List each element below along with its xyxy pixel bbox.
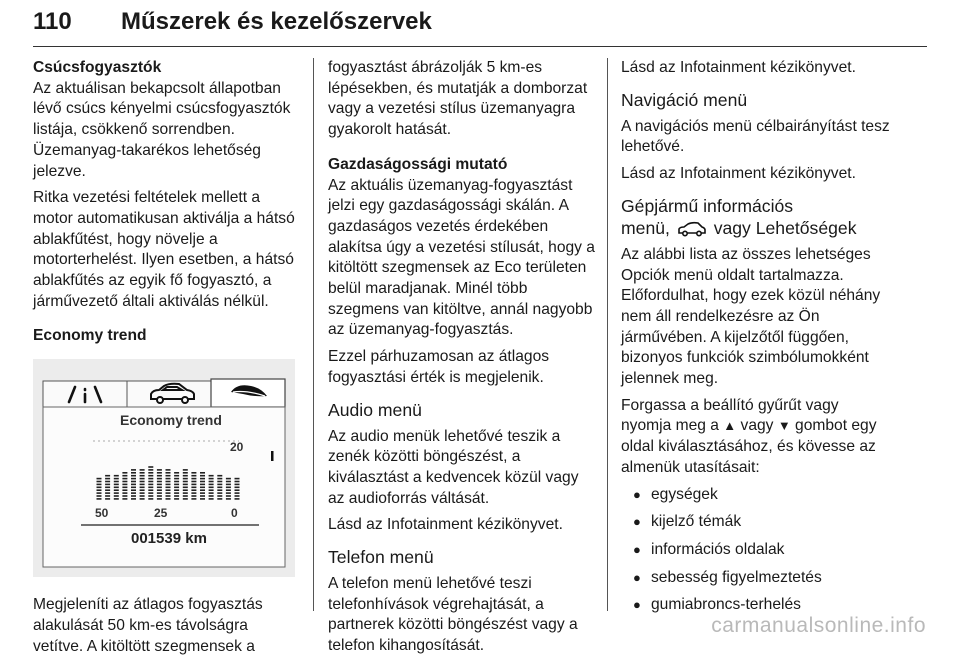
bar-segment [226, 478, 231, 480]
bar-segment [174, 495, 179, 497]
bar-segment [226, 490, 231, 492]
bar-segment [217, 484, 222, 486]
paragraph: Az audio menük lehetővé teszik a zenék közötti böngészést, a kiválasztást a kedvencek közül vagy az audioforrás váltását. [328, 427, 579, 507]
bar-segment [140, 495, 145, 497]
bar-segment [209, 487, 214, 489]
axis-label-left: 50 [95, 506, 109, 521]
bar-segment [209, 481, 214, 483]
page-number: 110 [33, 8, 72, 35]
bar-segment [157, 475, 162, 477]
bar-segment [157, 498, 162, 500]
bar-segment [114, 495, 119, 497]
bar-segment [97, 490, 102, 492]
up-triangle-icon: ▲ [723, 418, 737, 434]
bar-segment [131, 495, 136, 497]
bar-segment [191, 490, 196, 492]
bar-segment [183, 490, 188, 492]
bar-segment [140, 490, 145, 492]
bar-segment [174, 498, 179, 500]
bar-segment [209, 484, 214, 486]
bar-segment [174, 472, 179, 474]
bar-segment [114, 492, 119, 494]
paragraph: A telefon menü lehetővé teszi telefonhívások végrehajtását, a partnerek közötti böngészést vagy a telefon kihangosítását. [328, 575, 578, 655]
bar-segment [235, 498, 240, 500]
bar-segment [191, 498, 196, 500]
bar-segment [235, 492, 240, 494]
bar-segment [235, 487, 240, 489]
bar-segment [174, 484, 179, 486]
scale-max-label: 20 [230, 440, 244, 455]
bar-segment [122, 498, 127, 500]
bar-segment [157, 492, 162, 494]
bar-segment [226, 495, 231, 497]
bar-segment [131, 490, 136, 492]
paragraph: Az aktuálisan bekapcsolt állapotban lévő csúcs kényelmi csúcsfogyasztók listája, csökkenő sorrendben. Üzemanyag-takarékos lehetőség jelezve. [33, 79, 291, 180]
bar-segment [191, 478, 196, 480]
bar-segment [183, 472, 188, 474]
bar-segment [105, 475, 110, 477]
bar-segment [148, 469, 153, 471]
bar-segment [140, 481, 145, 483]
bar-segment [140, 498, 145, 500]
bar-segment [148, 487, 153, 489]
bar-segment [166, 487, 171, 489]
bar-segment [157, 495, 162, 497]
bar-segment [183, 495, 188, 497]
bar-segment [114, 487, 119, 489]
bar-segment [166, 481, 171, 483]
tab-road-info [43, 381, 127, 407]
bar-segment [209, 498, 214, 500]
bar-segment [148, 484, 153, 486]
heading-vehicle-info-menu [621, 195, 893, 239]
bar-segment [105, 481, 110, 483]
bar-segment [148, 490, 153, 492]
odometer-value: 001539 km [131, 530, 207, 548]
bar-segment [200, 475, 205, 477]
bar-segment [183, 492, 188, 494]
bar-segment [200, 492, 205, 494]
bar-segment [131, 478, 136, 480]
paragraph: Ezzel párhuzamosan az átlagos fogyasztási érték is megjelenik. [328, 348, 550, 386]
bar-segment [148, 475, 153, 477]
bar-segment [183, 469, 188, 471]
bar-segment [122, 478, 127, 480]
bar-segment [157, 469, 162, 471]
bar-segment [191, 475, 196, 477]
column-divider-2 [607, 58, 608, 611]
screen-title: Economy trend [120, 412, 222, 429]
bar-segment [122, 481, 127, 483]
paragraph: Lásd az Infotainment kézikönyvet. [328, 516, 563, 534]
bar-segment [148, 495, 153, 497]
bar-segment [200, 490, 205, 492]
bar-segment [114, 484, 119, 486]
paragraph: fogyasztást ábrázolják 5 km-es lépésekben, és mutatják a domborzat vagy a vezetési stílus üzemanyagra gyakorolt hatását. [328, 59, 588, 139]
bar-segment [140, 492, 145, 494]
heading-line-2a: menü, [621, 217, 670, 238]
bar-segment [114, 490, 119, 492]
bar-segment [191, 484, 196, 486]
bar-segment [114, 478, 119, 480]
bar-segment [131, 475, 136, 477]
bar-segment [209, 492, 214, 494]
bar-segment [114, 481, 119, 483]
bar-segment [209, 495, 214, 497]
bar-segment [122, 490, 127, 492]
bar-segment [157, 490, 162, 492]
bar-segment [191, 481, 196, 483]
bar-segment [174, 490, 179, 492]
trend-bar [209, 475, 214, 500]
bar-segment [122, 475, 127, 477]
paragraph: Lásd az Infotainment kézikönyvet. [621, 59, 856, 76]
bar-segment [105, 495, 110, 497]
bar-segment [131, 481, 136, 483]
bar-segment [105, 492, 110, 494]
bar-segment [157, 478, 162, 480]
bar-segment [235, 478, 240, 480]
bar-segment [114, 498, 119, 500]
bar-segment [122, 487, 127, 489]
bar-segment [105, 490, 110, 492]
bar-segment [166, 469, 171, 471]
bar-segment [148, 478, 153, 480]
bar-segment [191, 472, 196, 474]
bar-segment [148, 466, 153, 468]
bar-segment [217, 498, 222, 500]
bar-segment [97, 495, 102, 497]
bar-segment [105, 498, 110, 500]
bar-segment [174, 475, 179, 477]
heading-line-1: Gépjármű információs [621, 195, 794, 216]
bar-segment [148, 472, 153, 474]
bar-segment [131, 484, 136, 486]
bar-segment [122, 472, 127, 474]
bar-segment [157, 472, 162, 474]
bar-segment [148, 481, 153, 483]
bar-segment [157, 487, 162, 489]
bar-segment [157, 484, 162, 486]
bar-segment [226, 498, 231, 500]
watermark: carmanualsonline.info [711, 614, 926, 637]
column-1 [33, 58, 301, 663]
bar-segment [174, 481, 179, 483]
paragraph: Ritka vezetési feltételek mellett a motor automatikusan aktiválja a hátsó ablakfűtést, hogy növelje a motorterhelést. Ilyen esetben, a hátsó ablakfűtés az egyik fő fogyasztó, a járművezető általi aktiválás nélkül. [33, 189, 295, 310]
bar-segment [235, 484, 240, 486]
bar-segment [131, 487, 136, 489]
bar-segment [105, 484, 110, 486]
bar-segment [183, 484, 188, 486]
bar-segment [191, 495, 196, 497]
bar-segment [166, 484, 171, 486]
bar-segment [226, 492, 231, 494]
bar-segment [97, 498, 102, 500]
subheading-peak-consumers: Csúcsfogyasztók [33, 59, 162, 76]
bar-segment [131, 469, 136, 471]
heading-navigation-menu: Navigáció menü [621, 89, 748, 110]
options-list [621, 485, 893, 617]
bar-segment [191, 487, 196, 489]
bar-segment [122, 495, 127, 497]
bar-segment [200, 478, 205, 480]
bar-segment [140, 469, 145, 471]
bar-segment [209, 475, 214, 477]
economy-trend-figure [33, 359, 295, 577]
bar-segment [166, 490, 171, 492]
bar-segment [217, 487, 222, 489]
bar-segment [105, 487, 110, 489]
paragraph-navigation-instructions: Forgassa a beállító gyűrűt vagy nyomja meg a ▲ vagy ▼ gombot egy oldal kiválasztásához, és kövesse az almenük utasításait: [621, 396, 877, 476]
bar-segment [122, 484, 127, 486]
bar-segment [140, 487, 145, 489]
bar-segment [226, 484, 231, 486]
heading-audio-menu: Audio menü [328, 399, 422, 420]
bar-segment [200, 484, 205, 486]
bar-segment [157, 481, 162, 483]
bar-segment [217, 475, 222, 477]
car-icon [677, 221, 707, 237]
bar-segment [148, 498, 153, 500]
bar-segment [131, 492, 136, 494]
column-3 [621, 58, 893, 623]
bar-segment [174, 492, 179, 494]
bar-segment [226, 487, 231, 489]
bar-segment [191, 492, 196, 494]
bar-segment [140, 478, 145, 480]
list-item: ● információs oldalak [633, 540, 893, 561]
list-item: ● gumiabroncs-terhelés [633, 595, 893, 616]
bar-segment [217, 495, 222, 497]
list-item: ● kijelző témák [633, 512, 893, 533]
bar-segment [97, 487, 102, 489]
bar-segment [148, 492, 153, 494]
bar-segment [105, 478, 110, 480]
paragraph: Az alábbi lista az összes lehetséges Opciók menü oldalt tartalmazza. Előfordulhat, hogy ezek közül néhány nem áll rendelkezésre az Ön járművében. A kijelzőtől függően, bizonyos funkciók szimbólumokként jelennek meg. [621, 245, 881, 388]
bar-segment [200, 487, 205, 489]
bar-segment [97, 484, 102, 486]
trend-bar [217, 475, 222, 500]
bar-segment [166, 492, 171, 494]
bar-segment [174, 478, 179, 480]
axis-label-right: 0 [231, 506, 238, 521]
bar-segment [140, 475, 145, 477]
bar-segment [183, 498, 188, 500]
heading-line-2b: vagy Lehetőségek [713, 217, 857, 238]
bar-segment [122, 492, 127, 494]
bar-segment [217, 490, 222, 492]
bar-segment [235, 481, 240, 483]
bar-segment [166, 472, 171, 474]
bar-segment [217, 481, 222, 483]
trend-bar [105, 475, 110, 500]
tab-vehicle [127, 381, 211, 407]
paragraph: Megjeleníti az átlagos fogyasztás alakulását 50 km-es távolságra vetítve. A kitöltött szegmensek a [33, 596, 263, 655]
bar-segment [183, 487, 188, 489]
paragraph: A navigációs menü célbairányítást tesz lehetővé. [621, 117, 890, 156]
column-2 [328, 58, 598, 663]
bar-segment [166, 478, 171, 480]
trend-bar [114, 475, 119, 500]
bar-segment [131, 472, 136, 474]
bar-segment [131, 498, 136, 500]
list-item: ● sebesség figyelmeztetés [633, 568, 893, 589]
bar-segment [217, 478, 222, 480]
bar-segment [200, 495, 205, 497]
page-header [33, 0, 927, 48]
bar-segment [114, 475, 119, 477]
list-item: ● egységek [633, 485, 893, 506]
bar-segment [217, 492, 222, 494]
bar-segment [183, 475, 188, 477]
tab-eco [211, 379, 285, 407]
scrollbar-indicator [271, 451, 274, 461]
bar-segment [235, 495, 240, 497]
header-rule [33, 46, 927, 47]
subheading-economy-indicator: Gazdaságossági mutató [328, 155, 508, 173]
bar-segment [183, 478, 188, 480]
bar-segment [226, 481, 231, 483]
bar-segment [174, 487, 179, 489]
subheading-economy-trend: Economy trend [33, 327, 147, 345]
bar-segment [97, 492, 102, 494]
bar-segment [166, 495, 171, 497]
bar-segment [200, 472, 205, 474]
bar-segment [235, 490, 240, 492]
heading-phone-menu: Telefon menü [328, 547, 434, 568]
bar-segment [166, 498, 171, 500]
paragraph: Lásd az Infotainment kézikönyvet. [621, 165, 856, 183]
bar-segment [209, 478, 214, 480]
column-divider-1 [313, 58, 314, 611]
bar-segment [209, 490, 214, 492]
bar-segment [97, 478, 102, 480]
bar-segment [200, 481, 205, 483]
bar-segment [183, 481, 188, 483]
bar-segment [166, 475, 171, 477]
paragraph: Az aktuális üzemanyag-fogyasztást jelzi egy gazdaságossági skálán. A gazdaságos vezetés érdekében alakítsa úgy a vezetési stílusát, hogy a kitöltött szegmensek az Eco területen belül maradjanak. Minél több szegmens van kitöltve, annál nagyobb az üzemanyag-fogyasztás. [328, 176, 595, 339]
bar-segment [200, 498, 205, 500]
bar-segment [140, 484, 145, 486]
running-title: Műszerek és kezelőszervek [121, 8, 432, 35]
bar-segment [140, 472, 145, 474]
axis-label-mid: 25 [154, 506, 168, 521]
down-triangle-icon: ▼ [777, 418, 791, 434]
bar-segment [97, 481, 102, 483]
